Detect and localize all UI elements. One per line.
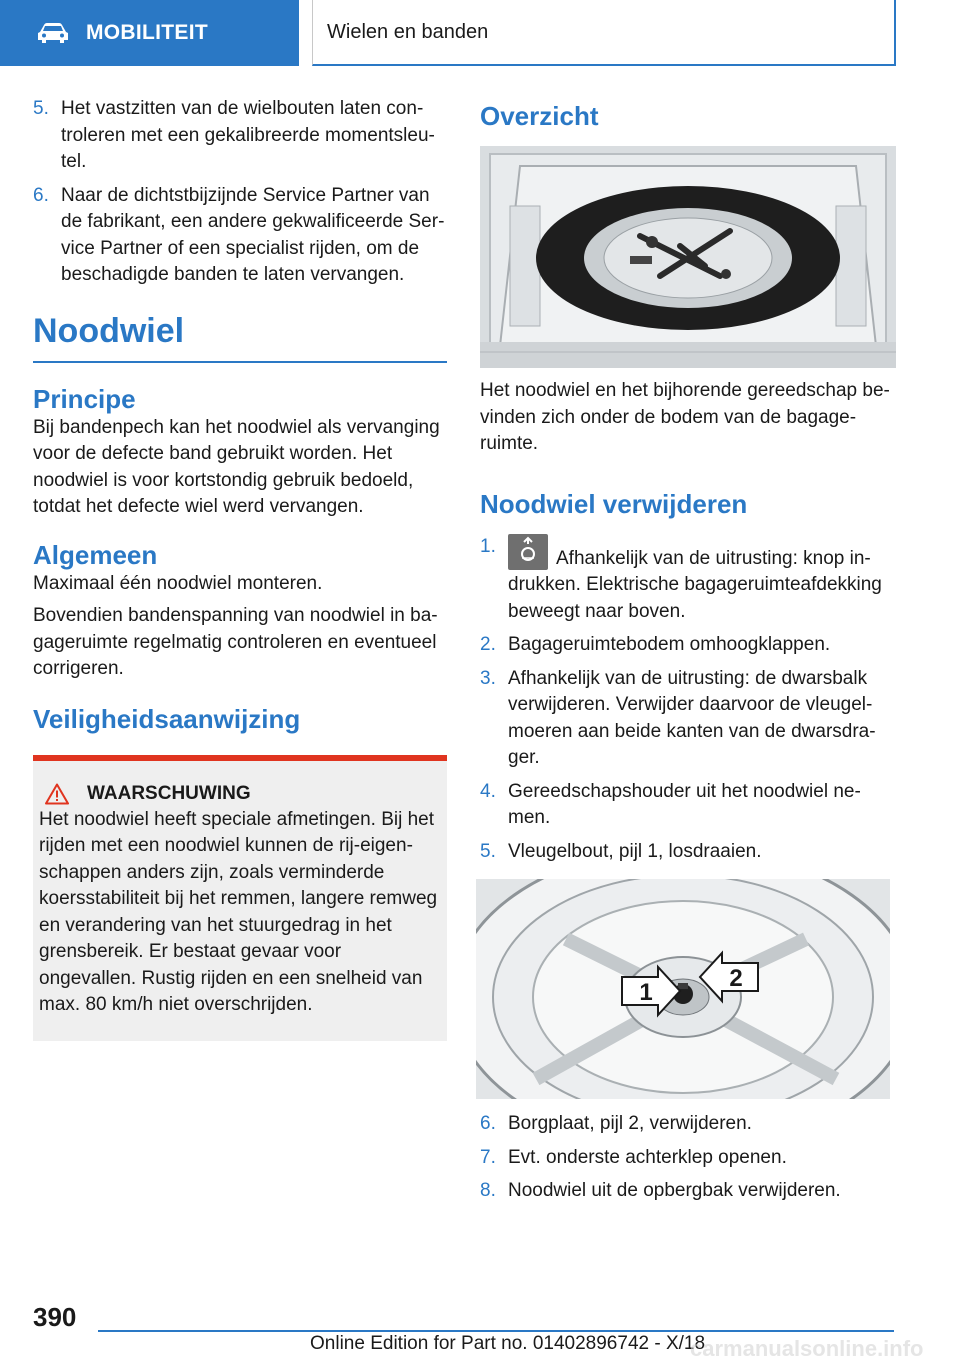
heading-principe: Principe xyxy=(33,383,136,414)
step-item xyxy=(480,534,896,626)
list-text: Het vastzitten van de wielbouten laten controleren met een gekalibreerde momentsleutel. xyxy=(61,98,435,172)
step-number: 5. xyxy=(480,840,496,862)
step-item xyxy=(480,632,896,659)
warning-title: WAARSCHUWING xyxy=(87,782,251,804)
algemeen-text-1: Maximaal één noodwiel monteren. xyxy=(33,572,323,594)
edition-text: Online Edition for Part no. 01402896742 - X/18 xyxy=(310,1333,706,1354)
step-number: 8. xyxy=(480,1180,496,1201)
step-text: Evt. onderste achterklep openen. xyxy=(508,1146,787,1168)
page-number: 390 xyxy=(33,1302,77,1332)
step-text: Borgplaat, pijl 2, verwijderen. xyxy=(508,1113,752,1134)
heading-veiligheid: Veiligheidsaanwijzing xyxy=(33,703,301,734)
arrow-2-label: 2 xyxy=(729,965,743,992)
step-text: Bagageruimtebodem omhoogklappen. xyxy=(508,634,831,655)
warning-box xyxy=(33,755,447,1041)
step-text: Afhankelijk van de uitrusting: knop indrukken. Elektrische bagageruimteafdekking beweegt naar boven. xyxy=(508,547,882,622)
step-text: Noodwiel uit de opbergbak verwijderen. xyxy=(508,1180,841,1201)
step-number: 3. xyxy=(480,667,496,689)
step-item xyxy=(480,1178,896,1205)
step-number: 1. xyxy=(480,535,496,557)
right-column xyxy=(480,100,896,1212)
footer-divider xyxy=(98,1330,894,1332)
step-text: Gereedschapshouder uit het noodwiel nemen. xyxy=(508,780,861,828)
warning-heading xyxy=(39,783,441,805)
step-item xyxy=(480,1111,896,1138)
list-text: Naar de dichtstbijzijnde Service Partner van de fabrikant, een andere gekwalificeerde Service Partner of een specialist rijden, om de beschadigde banden te laten vervangen. xyxy=(61,184,445,285)
heading-overzicht: Overzicht xyxy=(480,101,599,131)
arrow-1-label: 1 xyxy=(639,979,653,1006)
step-item xyxy=(480,779,896,832)
list-item xyxy=(33,96,447,176)
step-number: 6. xyxy=(480,1113,496,1134)
principe-text: Bij bandenpech kan het noodwiel als vervanging voor de defecte band gebruikt worden. Het noodwiel is voor kortstondig gebruik bedoeld, totdat het defecte wiel werd vervangen. xyxy=(33,416,440,517)
spare-wheel-compartment-image xyxy=(480,146,896,368)
step-item xyxy=(480,839,896,866)
trunk-floor-button-icon xyxy=(508,534,548,570)
heading-noodwiel: Noodwiel xyxy=(33,311,447,363)
step-number: 7. xyxy=(480,1146,496,1168)
algemeen-text-2: Bovendien bandenspanning van noodwiel in bagageruimte regelmatig controleren en eventueel corrigeren. xyxy=(33,605,438,679)
section-tab xyxy=(0,0,299,66)
overzicht-text: Het noodwiel en het bijhorende gereedschap bevinden zich onder de bodem van de bagageruimte. xyxy=(480,380,890,454)
step-text: Vleugelbout, pijl 1, losdraaien. xyxy=(508,840,762,862)
step-number: 4. xyxy=(480,780,496,802)
list-item xyxy=(33,183,447,289)
step-text: Afhankelijk van de uitrusting: de dwarsbalk verwijderen. Verwijder daarvoor de vleugelmoeren aan beide kanten van de dwarsdrager. xyxy=(508,667,876,768)
warning-text: Het noodwiel heeft speciale afmetingen. Bij het rijden met een noodwiel kunnen de rij-eigenschappen anders zijn, zoals verminderde koersstabiliteit bij het remmen, langere remweg en verandering van het stuurgedrag in het grensbereik. Er bestaat gevaar voor ongevallen. Rustig rijden en een snelheid van max. 80 km/h niet overschrijden. xyxy=(39,808,438,1015)
wing-bolt-image xyxy=(476,879,890,1099)
list-number: 6. xyxy=(33,184,49,206)
left-column xyxy=(33,96,447,1041)
list-number: 5. xyxy=(33,98,49,119)
car-icon xyxy=(36,22,70,44)
step-item xyxy=(480,1145,896,1172)
chapter-header xyxy=(312,0,896,66)
chapter-title: Wielen en banden xyxy=(327,20,489,43)
heading-algemeen: Algemeen xyxy=(33,539,158,570)
step-number: 2. xyxy=(480,634,496,655)
section-title: MOBILITEIT xyxy=(86,21,208,44)
watermark: carmanualsonline.info xyxy=(690,1336,924,1361)
step-item xyxy=(480,666,896,772)
heading-verwijderen: Noodwiel verwijderen xyxy=(480,488,748,519)
warning-triangle-icon xyxy=(45,783,69,805)
